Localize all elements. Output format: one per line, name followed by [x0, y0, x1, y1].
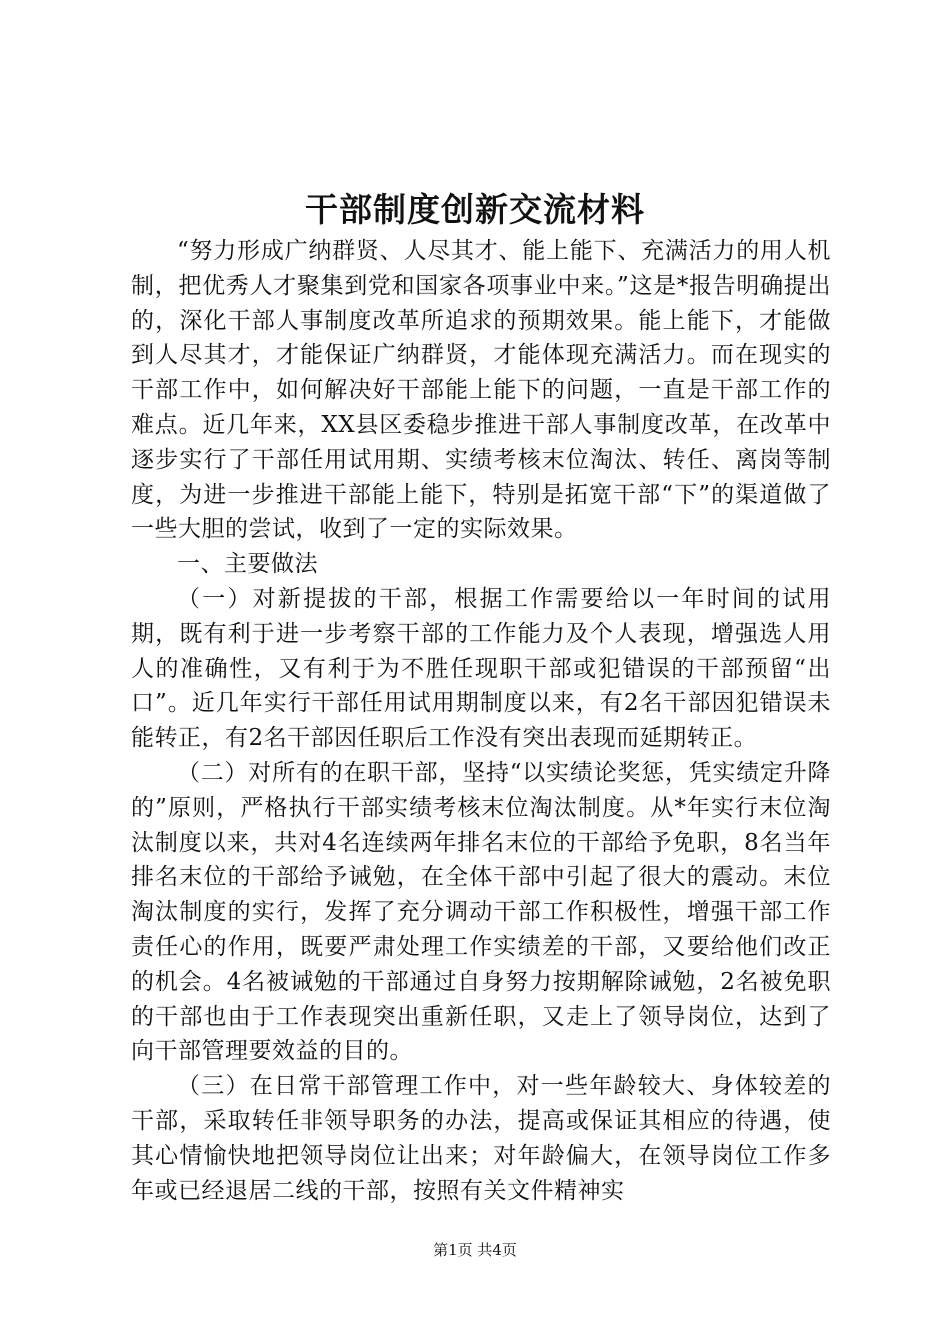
paragraph-item-2: （二）对所有的在职干部，坚持“以实绩论奖惩，凭实绩定升降的”原则，严格执行干部实绩考核末位淘汰制度。从*年实行末位淘汰制度以来，共对4名连续两年排名末位的干部给予免职，8名当年排名末位的干部给予诫勉，在全体干部中引起了很大的震动。末位淘汰制度的实行，发挥了充分调动干部工作积极性，增强干部工作责任心的作用，既要严肃处理工作实绩差的干部，又要给他们改正的机会。4名被诫勉的干部通过自身努力按期解除诫勉，2名被免职的干部也由于工作表现突出重新任职，又走上了领导岗位，达到了向干部管理要效益的目的。	[131, 759, 831, 1065]
section-heading-main-practices: 一、主要做法	[177, 551, 318, 578]
paragraph-item-1: （一）对新提拔的干部，根据工作需要给以一年时间的试用期，既有利于进一步考察干部的工作能力及个人表现，增强选人用人的准确性，又有利于为不胜任现职干部或犯错误的干部预留“出口”。近几年实行干部任用试用期制度以来，有2名干部因犯错误未能转正，有2名干部因任职后工作没有突出表现而延期转正。	[131, 585, 831, 752]
document-body	[131, 234, 831, 1208]
page-footer: 第1页 共4页	[433, 1241, 517, 1259]
paragraph-intro: “努力形成广纳群贤、人尽其才、能上能下、充满活力的用人机制，把优秀人才聚集到党和国家各项事业中来。”这是*报告明确提出的，深化干部人事制度改革所追求的预期效果。能上能下，才能做到人尽其才，才能保证广纳群贤，才能体现充满活力。而在现实的干部工作中，如何解决好干部能上能下的问题，一直是干部工作的难点。近几年来，XX县区委稳步推进干部人事制度改革，在改革中逐步实行了干部任用试用期、实绩考核末位淘汰、转任、离岗等制度，为进一步推进干部能上能下，特别是拓宽干部“下”的渠道做了一些大胆的尝试，收到了一定的实际效果。	[131, 238, 831, 543]
paragraph-item-3: （三）在日常干部管理工作中，对一些年龄较大、身体较差的干部，采取转任非领导职务的办法，提高或保证其相应的待遇，使其心情愉快地把领导岗位让出来；对年龄偏大，在领导岗位工作多年或已经退居二线的干部，按照有关文件精神实	[131, 1073, 831, 1204]
document-title: 干部制度创新交流材料	[305, 190, 645, 229]
